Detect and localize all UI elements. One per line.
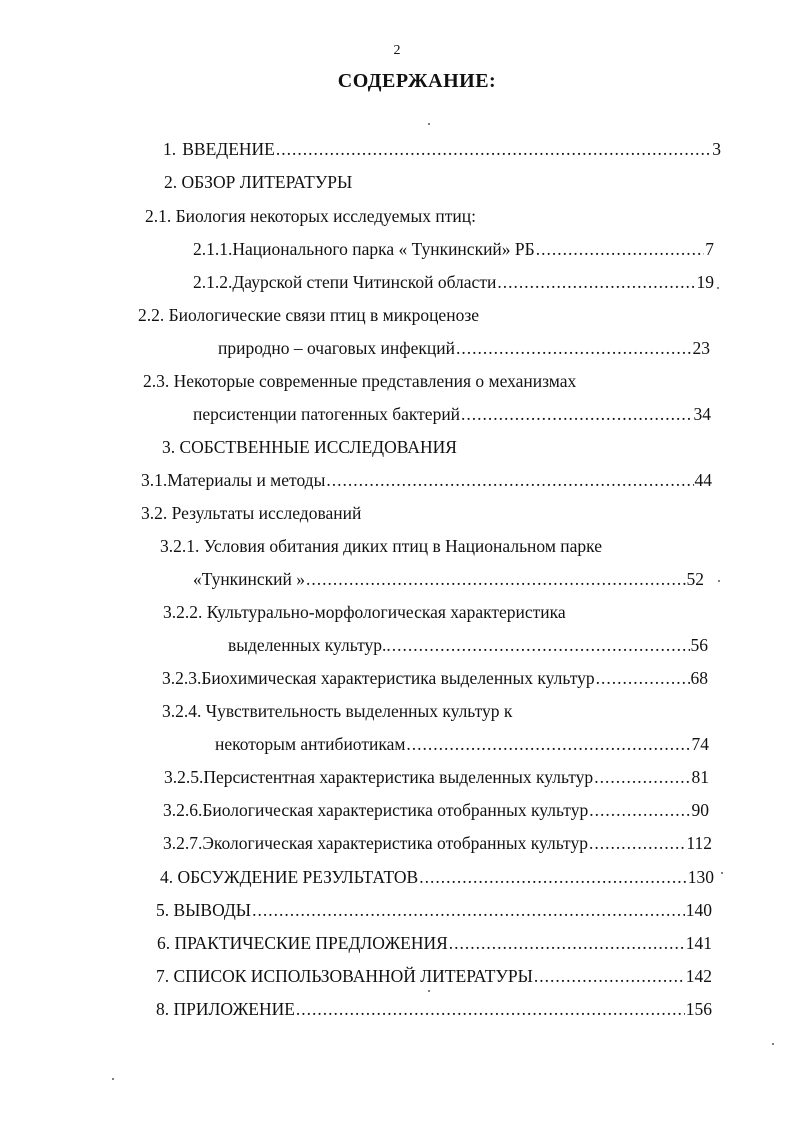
scan-speck — [717, 287, 719, 289]
toc-text: 8. ПРИЛОЖЕНИЕ — [156, 999, 295, 1019]
toc-text: Материалы и методы — [167, 470, 326, 490]
toc-number: 1. — [163, 139, 177, 159]
leader-dots — [497, 271, 695, 293]
toc-page: 74 — [691, 734, 709, 754]
toc-entry-3-2-2[interactable] — [163, 601, 566, 623]
leader-dots — [392, 634, 690, 656]
toc-page: 19 — [696, 272, 714, 292]
leader-dots — [589, 799, 690, 821]
toc-text: некоторым антибиотикам — [215, 734, 406, 754]
leader-dots — [534, 965, 685, 987]
toc-text: 2.1.1.Национального парка « Тункинский» РБ — [193, 239, 535, 259]
leader-dots — [461, 403, 692, 425]
leader-dots — [296, 998, 685, 1020]
toc-text: Биохимическая характеристика выделенных культур — [201, 668, 595, 688]
leader-dots — [419, 866, 687, 888]
toc-page: 7 — [705, 239, 714, 259]
toc-entry-conclusions[interactable] — [156, 899, 712, 921]
toc-text: персистенции патогенных бактерий — [193, 404, 461, 424]
toc-page: 34 — [693, 404, 711, 424]
toc-page: 44 — [694, 470, 712, 490]
toc-entry-2-1-1[interactable] — [193, 238, 714, 260]
toc-entry-3-2-2-cont[interactable] — [228, 634, 708, 656]
toc-number: 3.2.3. — [162, 668, 202, 688]
toc-text: Биология некоторых исследуемых птиц: — [175, 206, 476, 226]
toc-number: 2.1. — [145, 206, 172, 226]
toc-text: 5. ВЫВОДЫ — [156, 900, 252, 920]
toc-text: 7. СПИСОК ИСПОЛЬЗОВАННОЙ ЛИТЕРАТУРЫ — [156, 966, 533, 986]
toc-page: 56 — [690, 635, 708, 655]
toc-heading-own-research[interactable]: 3. СОБСТВЕННЫЕ ИССЛЕДОВАНИЯ — [162, 437, 457, 457]
toc-entry-3-2-4[interactable] — [162, 700, 512, 722]
scan-speck — [428, 990, 430, 992]
toc-entry-3-2-1-cont[interactable] — [193, 568, 704, 590]
toc-page: 156 — [685, 999, 712, 1019]
toc-entry-3-2-5[interactable] — [164, 766, 709, 788]
leader-dots — [276, 138, 711, 160]
toc-page: 52 — [686, 569, 704, 589]
toc-text: 4. ОБСУЖДЕНИЕ РЕЗУЛЬТАТОВ — [160, 867, 419, 887]
toc-text: 6. ПРАКТИЧЕСКИЕ ПРЕДЛОЖЕНИЯ — [157, 933, 448, 953]
toc-entry-3-2[interactable] — [141, 502, 361, 524]
toc-page: 112 — [686, 833, 712, 853]
toc-entry-practical[interactable] — [157, 932, 712, 954]
scan-speck — [428, 123, 430, 125]
toc-page: 23 — [692, 338, 710, 358]
toc-entry-3-2-7[interactable] — [163, 832, 712, 854]
leader-dots — [406, 733, 690, 755]
leader-dots — [326, 469, 693, 491]
toc-page: 3 — [712, 139, 721, 159]
toc-text: Экологическая характеристика отобранных культур — [202, 833, 588, 853]
page-number: 2 — [393, 43, 401, 58]
page-title: СОДЕРЖАНИЕ: — [337, 70, 497, 92]
toc-number: 3.1. — [141, 470, 168, 490]
toc-text: Персистентная характеристика выделенных культур — [203, 767, 594, 787]
leader-dots — [536, 238, 705, 260]
toc-page: 141 — [685, 933, 712, 953]
toc-heading-review[interactable]: 2. ОБЗОР ЛИТЕРАТУРЫ — [164, 172, 353, 192]
leader-dots — [596, 667, 690, 689]
leader-dots — [589, 832, 685, 854]
toc-number: 3.2.6. — [163, 800, 203, 820]
toc-entry-3-2-6[interactable] — [163, 799, 709, 821]
toc-entry-2-1-2[interactable] — [193, 271, 714, 293]
leader-dots — [306, 568, 685, 590]
toc-entry-2-3[interactable] — [143, 370, 576, 392]
scan-speck — [721, 872, 723, 874]
toc-page: 142 — [685, 966, 712, 986]
toc-page: 130 — [687, 867, 714, 887]
toc-entry-2-2-cont[interactable] — [218, 337, 710, 359]
toc-entry-2-2[interactable]: 2.2. Биологические связи птиц в микроценозе — [138, 305, 479, 325]
toc-number: 3.2.1. — [160, 536, 200, 556]
toc-page: 81 — [691, 767, 709, 787]
toc-entry-3-2-4-cont[interactable] — [215, 733, 709, 755]
leader-dots — [456, 337, 692, 359]
toc-text: Биологическая характеристика отобранных культур — [202, 800, 589, 820]
toc-text: Результаты исследований — [171, 503, 362, 523]
scan-speck — [772, 1043, 774, 1045]
toc-number: 3.2.5. — [164, 767, 204, 787]
toc-entry-appendix[interactable] — [156, 998, 712, 1020]
toc-text: Некоторые современные представления о механизмах — [173, 371, 577, 391]
toc-entry-intro[interactable] — [163, 138, 721, 160]
toc-entry-3-2-1[interactable] — [160, 535, 602, 557]
toc-text: Чувствительность выделенных культур к — [205, 701, 513, 721]
toc-page: 140 — [685, 900, 712, 920]
toc-number: 3.2.4. — [162, 701, 202, 721]
leader-dots — [594, 766, 690, 788]
toc-entry-references[interactable] — [156, 965, 712, 987]
scan-speck — [718, 580, 720, 582]
toc-text: природно – очаговых инфекций — [218, 338, 455, 358]
toc-number: 2.3. — [143, 371, 170, 391]
toc-number: 3.2.2. — [163, 602, 203, 622]
toc-number: 3.2.7. — [163, 833, 203, 853]
toc-text: 2.1.2.Даурской степи Читинской области — [193, 272, 497, 292]
leader-dots — [449, 932, 685, 954]
toc-entry-discussion[interactable] — [160, 866, 714, 888]
toc-text: Условия обитания диких птиц в Национальном парке — [203, 536, 602, 556]
toc-entry-3-1[interactable] — [141, 469, 712, 491]
toc-entry-2-1[interactable] — [145, 205, 476, 227]
toc-entry-2-3-cont[interactable] — [193, 403, 711, 425]
scan-speck — [112, 1078, 114, 1080]
toc-page: 90 — [691, 800, 709, 820]
toc-number: 3.2. — [141, 503, 168, 523]
toc-text: Культурально-морфологическая характеристика — [206, 602, 566, 622]
toc-text: «Тункинский » — [193, 569, 306, 589]
leader-dots — [252, 899, 685, 921]
toc-entry-3-2-3[interactable] — [162, 667, 708, 689]
toc-text: выделенных культур.. — [228, 635, 391, 655]
toc-text: ВВЕДЕНИЕ — [182, 139, 275, 159]
toc-page: 68 — [690, 668, 708, 688]
